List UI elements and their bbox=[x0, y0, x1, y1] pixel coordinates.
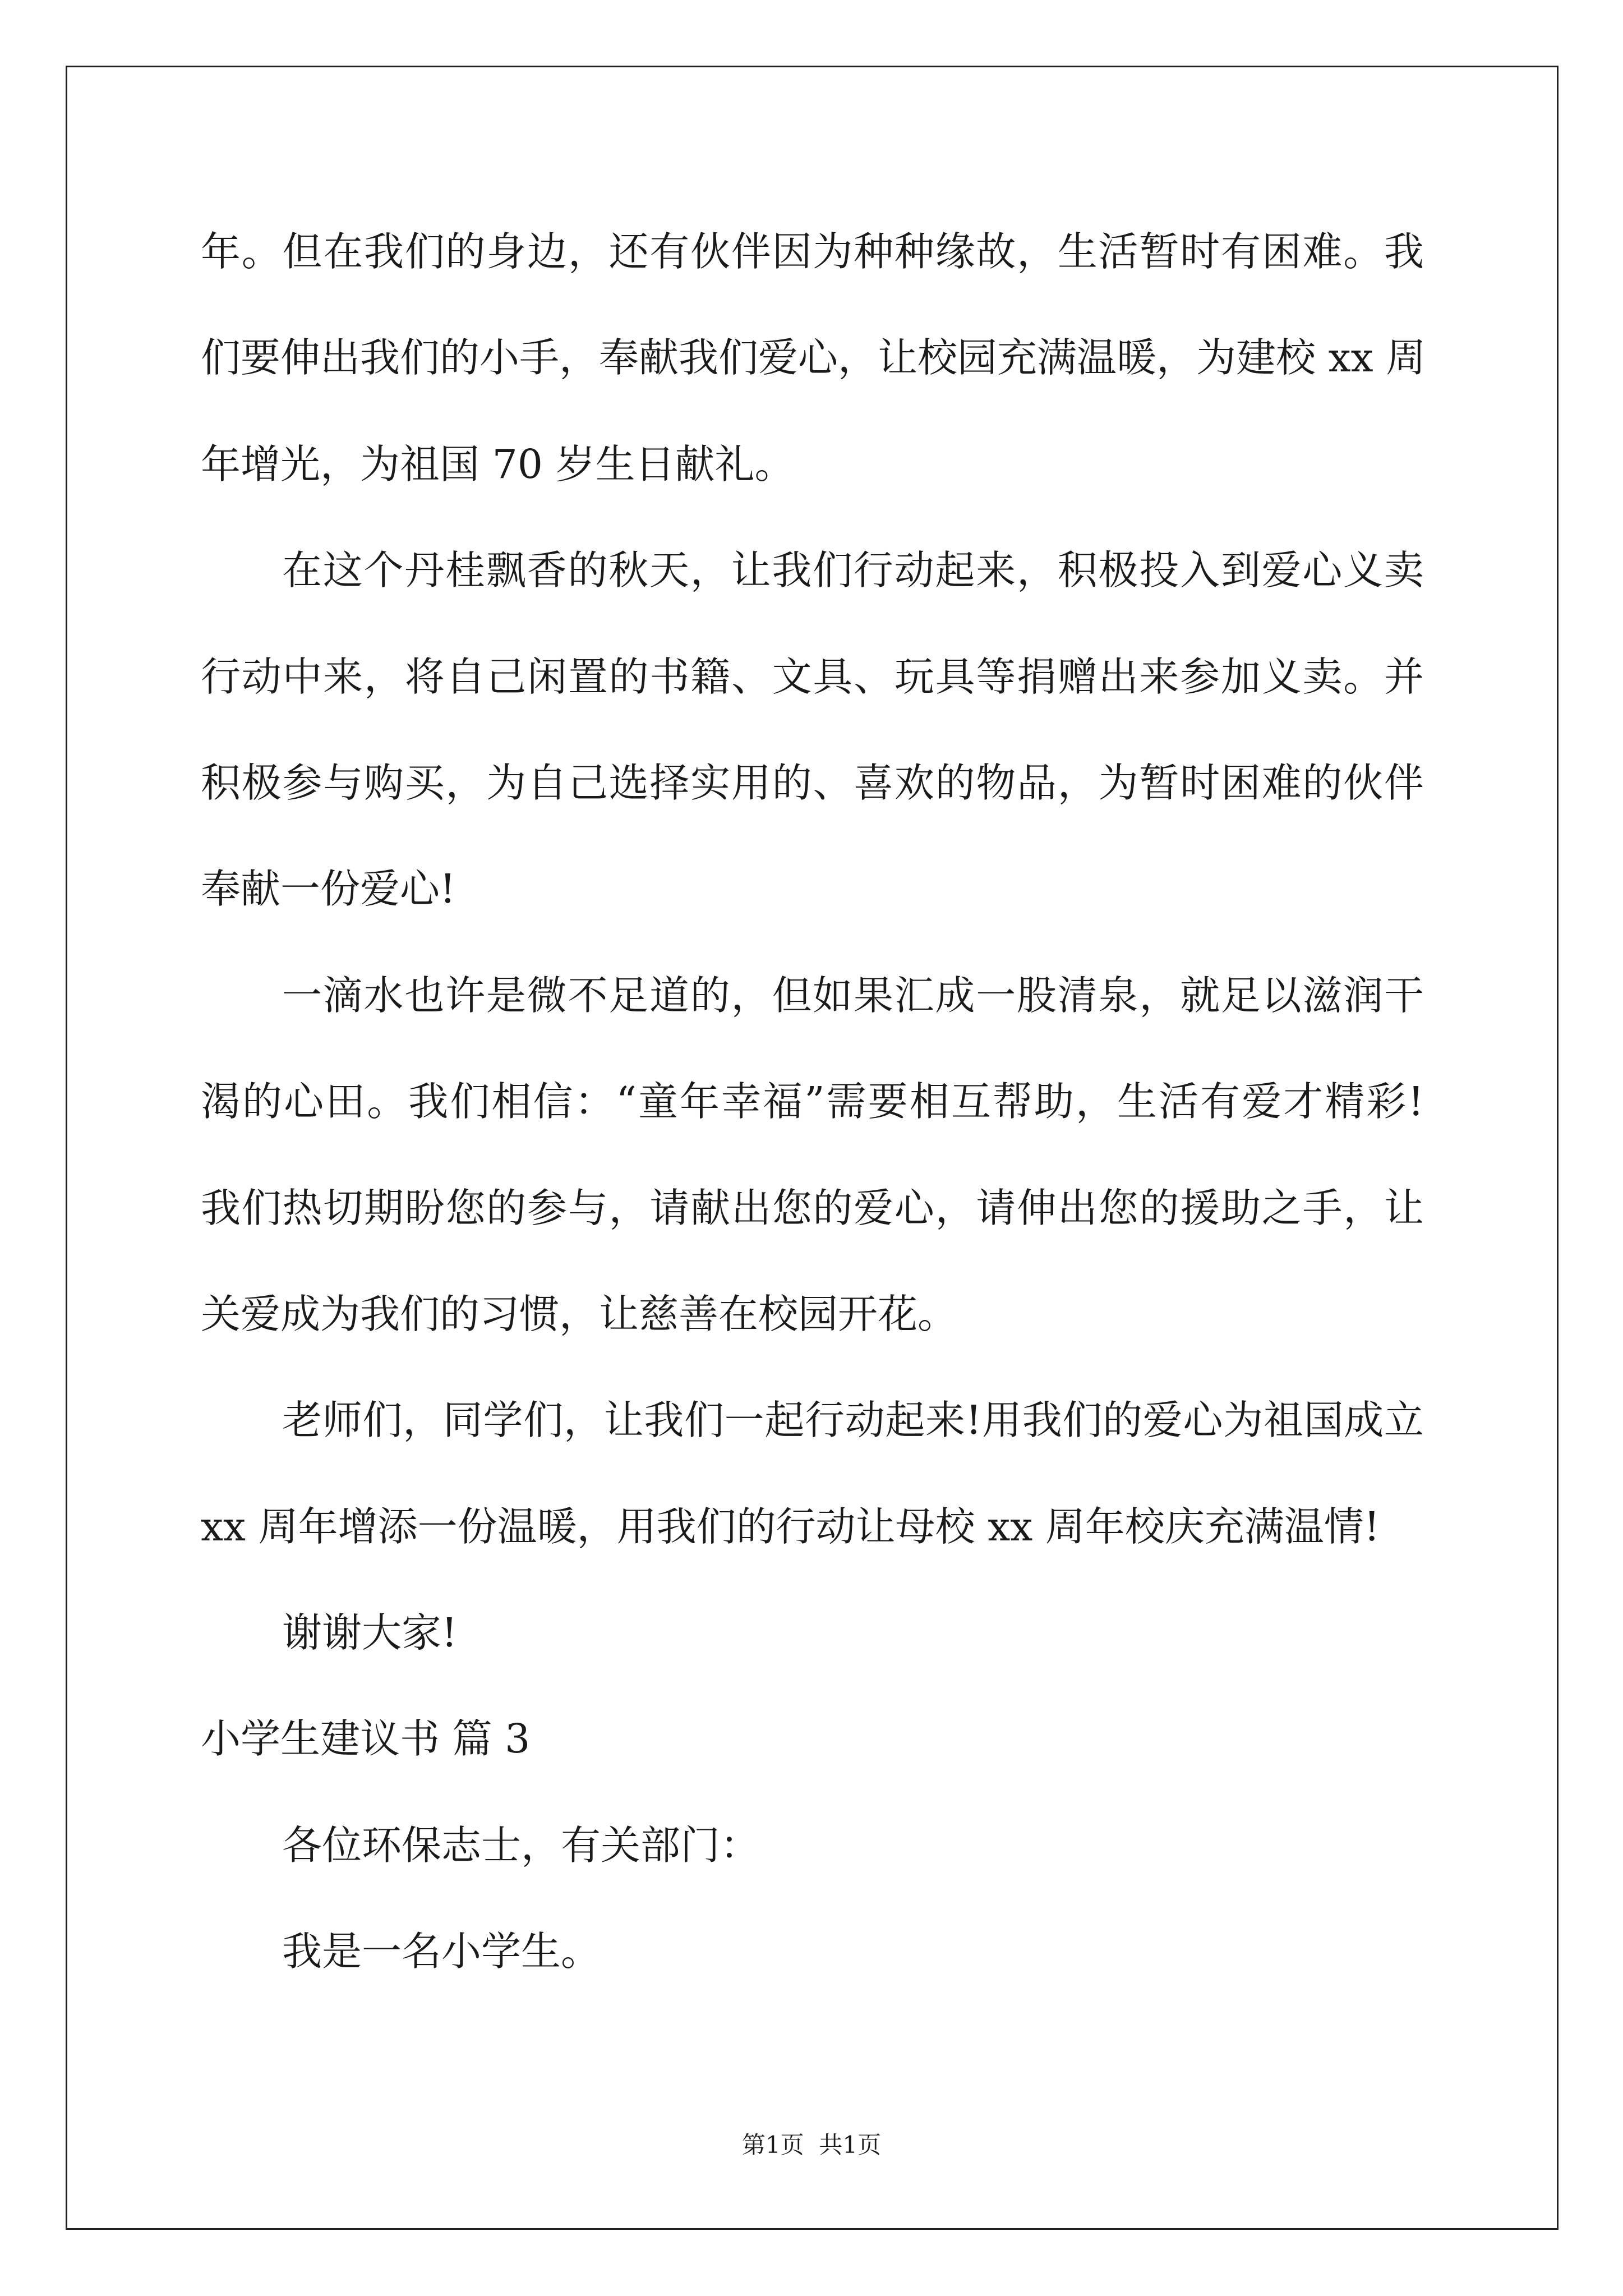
paragraph bbox=[201, 1580, 1424, 1686]
text-line: 老师们，同学们，让我们一起行动起来!用我们的爱心为祖国成立 bbox=[282, 1397, 1424, 1444]
text-line: 我们热切期盼您的参与，请献出您的爱心，请伸出您的援助之手，让 bbox=[201, 1184, 1424, 1231]
text-line: 各位环保志士，有关部门： bbox=[282, 1821, 760, 1869]
text-line: 年。但在我们的身边，还有伙伴因为种种缘故，生活暂时有困难。我 bbox=[201, 228, 1424, 275]
text-line: 积极参与购买，为自己选择实用的、喜欢的物品，为暂时困难的伙伴 bbox=[201, 759, 1424, 806]
text-line: 谢谢大家! bbox=[282, 1609, 458, 1657]
text-line: xx 周年增添一份温暖，用我们的行动让母校 xx 周年校庆充满温情! bbox=[201, 1503, 1380, 1550]
text-line: 一滴水也许是微不足道的，但如果汇成一股清泉，就足以滋润干 bbox=[282, 972, 1424, 1019]
paragraph bbox=[201, 199, 1424, 517]
text-line: 在这个丹桂飘香的秋天，让我们行动起来，积极投入到爱心义卖 bbox=[282, 547, 1424, 594]
text-line: 关爱成为我们的习惯，让慈善在校园开花。 bbox=[201, 1290, 958, 1337]
paragraph bbox=[201, 1792, 1424, 1898]
paragraph bbox=[201, 942, 1424, 1368]
text-line: 们要伸出我们的小手，奉献我们爱心，让校园充满温暖，为建校 xx 周 bbox=[201, 334, 1426, 381]
paragraph bbox=[201, 1367, 1424, 1580]
section-title: 小学生建议书 篇 3 bbox=[201, 1715, 531, 1763]
text-line: 年增光，为祖国 70 岁生日献礼。 bbox=[201, 440, 795, 487]
text-line: 行动中来，将自己闲置的书籍、文具、玩具等捐赠出来参加义卖。并 bbox=[201, 653, 1424, 700]
paragraph bbox=[201, 1898, 1424, 2004]
page-number-footer: 第1页 共1页 bbox=[741, 2131, 882, 2159]
text-line: 奉献一份爱心! bbox=[201, 866, 456, 913]
text-line: 渴的心田。我们相信：“童年幸福”需要相互帮助，生活有爱才精彩! bbox=[201, 1078, 1424, 1125]
document-body bbox=[201, 199, 1424, 2005]
text-line: 我是一名小学生。 bbox=[282, 1928, 601, 1975]
paragraph bbox=[201, 517, 1424, 942]
